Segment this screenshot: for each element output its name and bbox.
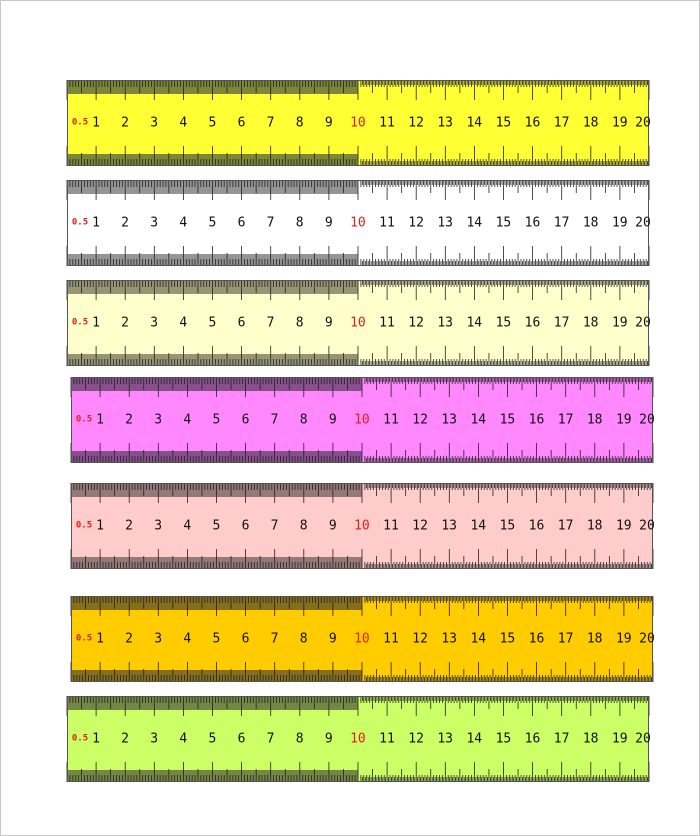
ruler-number: 0.5 <box>71 317 89 328</box>
ruler-number: 11 <box>379 115 395 131</box>
ruler-number: 3 <box>154 412 163 428</box>
ruler-number: 4 <box>179 215 188 231</box>
ruler-number: 4 <box>179 731 188 747</box>
ruler-number: 2 <box>125 518 134 534</box>
ruler-number: 11 <box>383 412 399 428</box>
ruler-number: 8 <box>295 115 304 131</box>
ruler-number: 20 <box>639 631 655 647</box>
ruler-pink-magenta <box>71 377 653 463</box>
ruler-number: 4 <box>179 115 188 131</box>
ruler-number: 7 <box>270 412 279 428</box>
ruler-number: 1 <box>92 731 100 747</box>
ruler-number: 16 <box>524 731 541 747</box>
ruler-number: 14 <box>470 631 487 647</box>
ruler-number: 18 <box>586 518 603 534</box>
ruler-number: 19 <box>611 315 628 331</box>
ruler-number: 13 <box>437 115 454 131</box>
ruler-number: 13 <box>441 412 458 428</box>
ruler-number: 0.5 <box>75 520 93 531</box>
ruler-number: 3 <box>154 518 163 534</box>
ruler-number: 18 <box>582 115 599 131</box>
ruler-number: 9 <box>324 115 333 131</box>
ruler-number: 19 <box>611 215 628 231</box>
ruler-number: 10 <box>350 731 366 747</box>
ruler-number: 17 <box>557 412 574 428</box>
ruler-number: 16 <box>528 412 545 428</box>
ruler-number: 7 <box>270 518 279 534</box>
ruler-number: 20 <box>635 731 651 747</box>
ruler-number: 16 <box>524 215 541 231</box>
ruler-number: 9 <box>324 215 333 231</box>
ruler-number: 3 <box>150 115 159 131</box>
ruler-number: 9 <box>324 731 333 747</box>
ruler-light-green <box>67 696 649 782</box>
ruler-number: 16 <box>524 115 541 131</box>
ruler-number: 18 <box>582 215 599 231</box>
ruler-number: 0.5 <box>71 733 89 744</box>
ruler-number: 12 <box>408 215 424 231</box>
ruler-number: 0.5 <box>71 117 89 128</box>
ruler-number: 5 <box>212 412 221 428</box>
ruler-number: 2 <box>125 412 134 428</box>
ruler-number: 6 <box>241 631 250 647</box>
ruler-number: 10 <box>350 115 366 131</box>
ruler-number: 10 <box>354 518 370 534</box>
ruler-number: 6 <box>241 518 250 534</box>
ruler-number: 5 <box>208 731 217 747</box>
ruler-number: 20 <box>639 412 655 428</box>
ruler-number: 4 <box>183 412 192 428</box>
ruler-number: 16 <box>524 315 541 331</box>
ruler-number: 12 <box>408 315 424 331</box>
ruler-number: 5 <box>208 315 217 331</box>
ruler-number: 7 <box>270 631 279 647</box>
ruler-number: 8 <box>295 215 304 231</box>
ruler-number: 0.5 <box>75 414 93 425</box>
ruler-number: 13 <box>441 631 458 647</box>
ruler-number: 3 <box>150 315 159 331</box>
ruler-number: 5 <box>212 631 221 647</box>
ruler-number: 12 <box>408 115 424 131</box>
ruler-number: 14 <box>466 315 483 331</box>
ruler-number: 8 <box>295 731 304 747</box>
ruler-number: 7 <box>266 315 275 331</box>
ruler-number: 19 <box>615 631 632 647</box>
ruler-number: 6 <box>241 412 250 428</box>
ruler-number: 14 <box>470 412 487 428</box>
ruler-number: 13 <box>437 315 454 331</box>
ruler-number: 20 <box>639 518 655 534</box>
ruler-number: 16 <box>528 518 545 534</box>
ruler-number: 14 <box>466 731 483 747</box>
ruler-number: 15 <box>495 731 512 747</box>
ruler-number: 2 <box>121 315 130 331</box>
ruler-number: 18 <box>586 412 603 428</box>
ruler-orange <box>71 596 653 682</box>
ruler-number: 8 <box>299 518 308 534</box>
ruler-number: 20 <box>635 215 651 231</box>
ruler-number: 7 <box>266 115 275 131</box>
ruler-number: 3 <box>150 215 159 231</box>
ruler-number: 1 <box>92 115 100 131</box>
ruler-number: 8 <box>295 315 304 331</box>
ruler-number: 19 <box>611 115 628 131</box>
ruler-number: 11 <box>383 631 399 647</box>
ruler-number: 17 <box>557 518 574 534</box>
ruler-number: 15 <box>495 115 512 131</box>
ruler-number: 6 <box>237 315 246 331</box>
ruler-number: 1 <box>92 215 100 231</box>
ruler-number: 1 <box>96 518 104 534</box>
ruler-number: 1 <box>92 315 100 331</box>
ruler-number: 9 <box>328 631 337 647</box>
ruler-number: 5 <box>212 518 221 534</box>
ruler-number: 17 <box>557 631 574 647</box>
ruler-number: 12 <box>408 731 424 747</box>
ruler-number: 14 <box>466 115 483 131</box>
ruler-number: 10 <box>350 315 366 331</box>
ruler-number: 15 <box>495 215 512 231</box>
ruler-number: 9 <box>328 518 337 534</box>
ruler-number: 7 <box>266 731 275 747</box>
ruler-number: 4 <box>183 631 192 647</box>
ruler-white <box>67 180 649 266</box>
ruler-number: 18 <box>582 315 599 331</box>
ruler-number: 17 <box>553 215 570 231</box>
ruler-number: 7 <box>266 215 275 231</box>
ruler-number: 0.5 <box>75 633 93 644</box>
ruler-number: 6 <box>237 115 246 131</box>
ruler-number: 14 <box>466 215 483 231</box>
ruler-number: 19 <box>615 518 632 534</box>
ruler-number: 20 <box>635 315 651 331</box>
ruler-number: 3 <box>150 731 159 747</box>
ruler-number: 19 <box>615 412 632 428</box>
ruler-number: 12 <box>412 631 428 647</box>
ruler-number: 2 <box>121 215 130 231</box>
ruler-number: 11 <box>379 315 395 331</box>
ruler-number: 9 <box>328 412 337 428</box>
ruler-number: 18 <box>586 631 603 647</box>
ruler-number: 13 <box>441 518 458 534</box>
ruler-number: 13 <box>437 215 454 231</box>
ruler-number: 15 <box>495 315 512 331</box>
ruler-number: 6 <box>237 215 246 231</box>
ruler-number: 8 <box>299 631 308 647</box>
ruler-light-pink <box>71 483 653 569</box>
ruler-number: 17 <box>553 115 570 131</box>
ruler-number: 12 <box>412 412 428 428</box>
ruler-number: 10 <box>350 215 366 231</box>
ruler-number: 5 <box>208 115 217 131</box>
ruler-number: 19 <box>611 731 628 747</box>
ruler-number: 3 <box>154 631 163 647</box>
ruler-number: 15 <box>499 412 516 428</box>
ruler-number: 13 <box>437 731 454 747</box>
ruler-number: 17 <box>553 731 570 747</box>
ruler-number: 10 <box>354 412 370 428</box>
ruler-number: 11 <box>379 215 395 231</box>
ruler-number: 5 <box>208 215 217 231</box>
ruler-yellow <box>67 80 649 166</box>
ruler-cream <box>67 280 649 366</box>
ruler-number: 1 <box>96 631 104 647</box>
ruler-number: 11 <box>379 731 395 747</box>
ruler-number: 12 <box>412 518 428 534</box>
ruler-number: 1 <box>96 412 104 428</box>
ruler-number: 6 <box>237 731 246 747</box>
ruler-number: 2 <box>125 631 134 647</box>
ruler-number: 2 <box>121 731 130 747</box>
ruler-number: 11 <box>383 518 399 534</box>
ruler-number: 2 <box>121 115 130 131</box>
ruler-number: 8 <box>299 412 308 428</box>
ruler-number: 16 <box>528 631 545 647</box>
ruler-number: 10 <box>354 631 370 647</box>
ruler-number: 4 <box>179 315 188 331</box>
ruler-number: 4 <box>183 518 192 534</box>
ruler-number: 17 <box>553 315 570 331</box>
ruler-number: 20 <box>635 115 651 131</box>
ruler-number: 15 <box>499 631 516 647</box>
ruler-number: 15 <box>499 518 516 534</box>
ruler-number: 9 <box>324 315 333 331</box>
ruler-number: 0.5 <box>71 217 89 228</box>
ruler-number: 18 <box>582 731 599 747</box>
ruler-number: 14 <box>470 518 487 534</box>
